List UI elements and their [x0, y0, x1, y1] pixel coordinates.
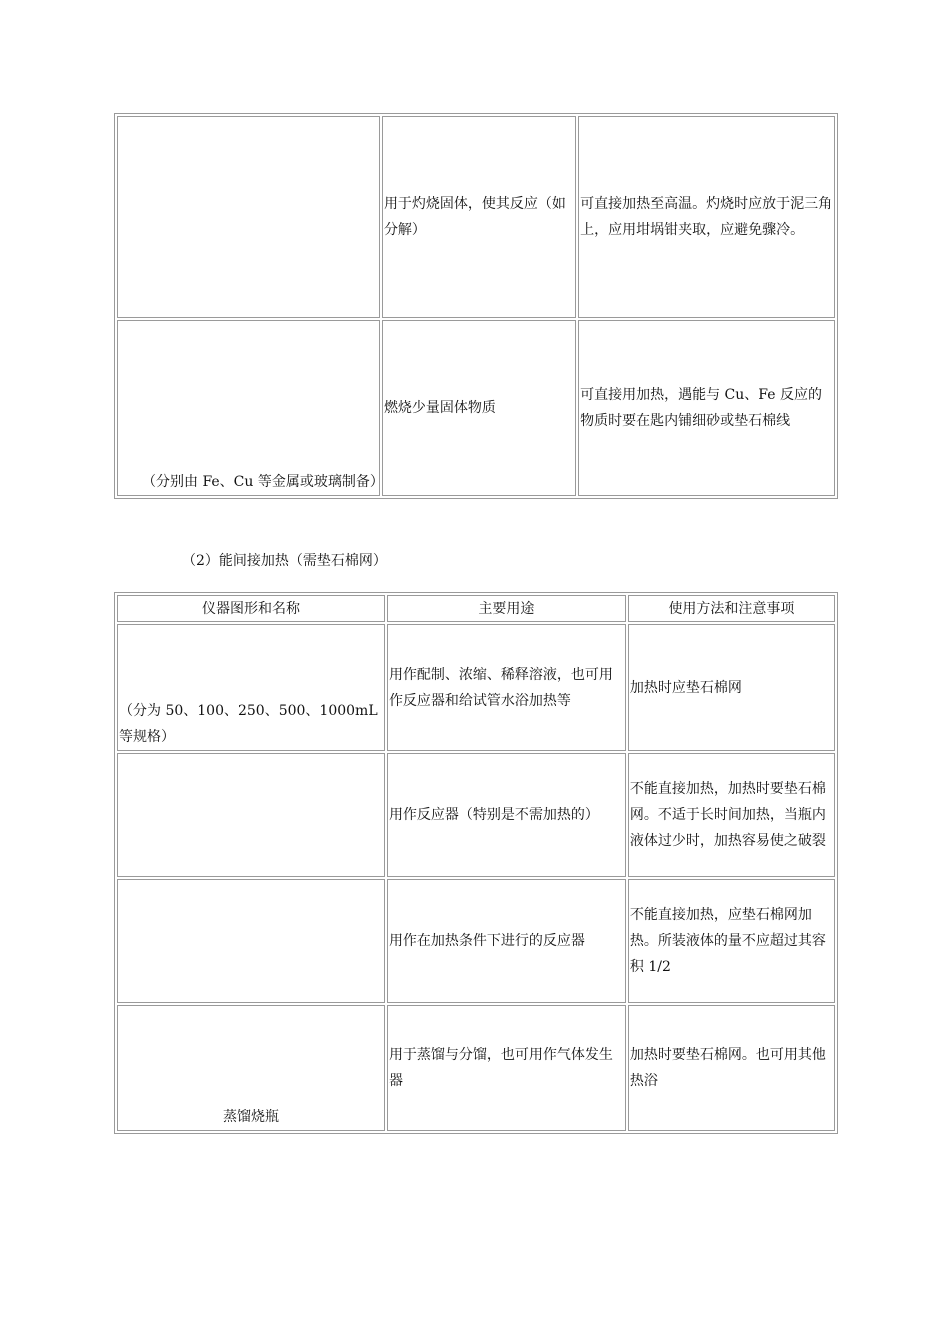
main-use-cell: 用于蒸馏与分馏，也可用作气体发生器 — [387, 1005, 626, 1131]
instrument-table-direct-heating — [114, 113, 838, 499]
instrument-name-cell — [117, 753, 385, 877]
usage-notes-cell: 可直接用加热，遇能与 Cu、Fe 反应的物质时要在匙内铺细砂或垫石棉线 — [578, 320, 835, 496]
instrument-name-cell — [117, 879, 385, 1003]
table-row — [117, 320, 835, 496]
usage-notes-cell: 不能直接加热，应垫石棉网加热。所装液体的量不应超过其容积 1/2 — [628, 879, 835, 1003]
main-use-cell: 用于灼烧固体，使其反应（如分解） — [382, 116, 576, 318]
usage-notes-cell: 可直接加热至高温。灼烧时应放于泥三角上，应用坩埚钳夹取，应避免骤冷。 — [578, 116, 835, 318]
table-header-row — [117, 595, 835, 622]
table-row — [117, 116, 835, 318]
main-use-cell: 用作反应器（特别是不需加热的） — [387, 753, 626, 877]
instrument-name-cell: （分别由 Fe、Cu 等金属或玻璃制备） — [117, 320, 380, 496]
main-use-cell: 燃烧少量固体物质 — [382, 320, 576, 496]
usage-notes-cell: 加热时应垫石棉网 — [628, 624, 835, 751]
main-use-cell: 用作配制、浓缩、稀释溶液，也可用作反应器和给试管水浴加热等 — [387, 624, 626, 751]
usage-notes-cell: 不能直接加热，加热时要垫石棉网。不适于长时间加热，当瓶内液体过少时，加热容易使之破裂 — [628, 753, 835, 877]
section-heading: （2）能间接加热（需垫石棉网） — [182, 553, 387, 569]
column-header-use: 主要用途 — [387, 595, 626, 622]
usage-notes-cell: 加热时要垫石棉网。也可用其他热浴 — [628, 1005, 835, 1131]
instrument-name-cell: （分为 50、100、250、500、1000mL 等规格） — [117, 624, 385, 751]
table-row — [117, 1005, 835, 1131]
instrument-name-cell: 蒸馏烧瓶 — [117, 1005, 385, 1131]
table-row — [117, 879, 835, 1003]
instrument-table-indirect-heating — [114, 592, 838, 1134]
column-header-notes: 使用方法和注意事项 — [628, 595, 835, 622]
column-header-instrument: 仪器图形和名称 — [117, 595, 385, 622]
instrument-name-cell — [117, 116, 380, 318]
table-row — [117, 753, 835, 877]
main-use-cell: 用作在加热条件下进行的反应器 — [387, 879, 626, 1003]
table-row — [117, 624, 835, 751]
